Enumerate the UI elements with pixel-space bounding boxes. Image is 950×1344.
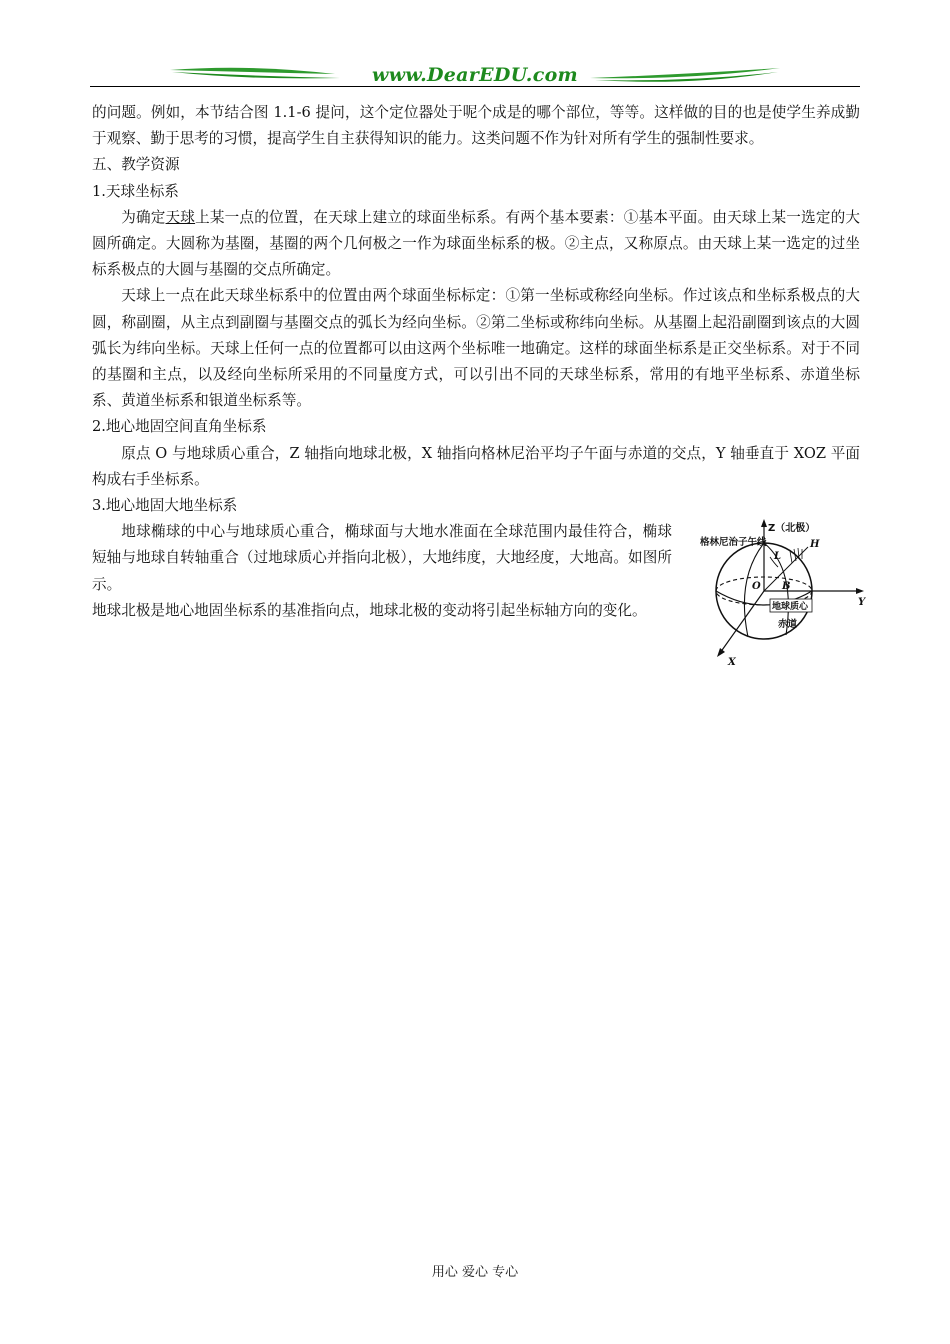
geodetic-coordinate-figure [700, 519, 872, 669]
height-label: H [810, 539, 820, 551]
paragraph-celestial-definition [92, 205, 860, 284]
x-axis-label: X [728, 657, 736, 669]
celestial-sphere-link[interactable]: 天球 [165, 208, 196, 226]
header-divider [90, 86, 860, 87]
subsection-heading-2: 2.地心地固空间直角坐标系 [92, 418, 267, 436]
section-geodetic [92, 519, 866, 669]
latitude-label: B [782, 581, 791, 593]
equator-label: 赤道 [778, 619, 798, 631]
document-body [92, 100, 866, 669]
page-footer: 用心 爱心 专心 [431, 1265, 519, 1280]
y-axis-label: Y [858, 597, 866, 609]
section-heading-resources: 五、教学资源 [92, 156, 180, 174]
subsection-heading-3: 3.地心地固大地坐标系 [92, 497, 238, 515]
paragraph-north-pole: 地球北极是地心地固坐标系的基准指向点，地球北极的变动将引起坐标轴方向的变化。 [92, 601, 647, 619]
subsection-heading-1: 1.天球坐标系 [92, 182, 179, 200]
text-segment: 为确定 [121, 208, 166, 226]
paragraph-intro: 的问题。例如，本节结合图 1.1-6 提问，这个定位器处于呢个成是的哪个部位，等等。这样做的目的也是使学生养成勤于观察、勤于思考的习惯，提高学生自主获得知识的能力。这类问题不作为针对所有学生的强制性要求。 [92, 104, 860, 148]
meridian-label: 格林尼治子午线 [700, 537, 767, 549]
paragraph-geodetic: 地球椭球的中心与地球质心重合，椭球面与大地水准面在全球范围内最佳符合，椭球短轴与地球自转轴重合（过地球质心并指向北极），大地纬度，大地经度，大地高。如图所示。 [92, 523, 672, 593]
text-segment: 上某一点的位置，在天球上建立的球面坐标系。有两个基本要素：①基本平面。由天球上某一选定的大圆所确定。大圆称为基圈，基圈的两个几何极之一作为球面坐标系的极。②主点，又称原点。由天球上某一选定的过坐标系极点的大圆与基圈的交点所确定。 [92, 208, 860, 279]
paragraph-ecef-cartesian: 原点 O 与地球质心重合，Z 轴指向地球北极，X 轴指向格林尼治平均子午面与赤道的交点，Y 轴垂直于 XOZ 平面构成右手坐标系。 [92, 444, 860, 488]
paragraph-celestial-coordinates: 天球上一点在此天球坐标系中的位置由两个球面坐标标定：①第一坐标或称经向坐标。作过该点和坐标系极点的大圆，称副圈，从主点到副圈与基圈交点的弧长为经向坐标。②第二坐标或称纬向坐标。从基圈上起沿副圈到该点的大圆弧长为纬向坐标。天球上任何一点的位置都可以由这两个坐标唯一地确定。这样的球面坐标系是正交坐标系。对于不同的基圈和主点，以及经向坐标所采用的不同量度方式，可以引出不同的天球坐标系，常用的有地平坐标系、赤道坐标系、黄道坐标系和银道坐标系等。 [92, 287, 860, 410]
site-name: www.DearEDU.com [372, 64, 578, 86]
earth-ellipsoid-diagram [700, 519, 872, 669]
z-axis-label: Z（北极） [768, 523, 816, 535]
longitude-label: L [774, 551, 782, 563]
origin-label: O [752, 581, 761, 593]
earth-center-label: 地球质心 [772, 602, 809, 613]
